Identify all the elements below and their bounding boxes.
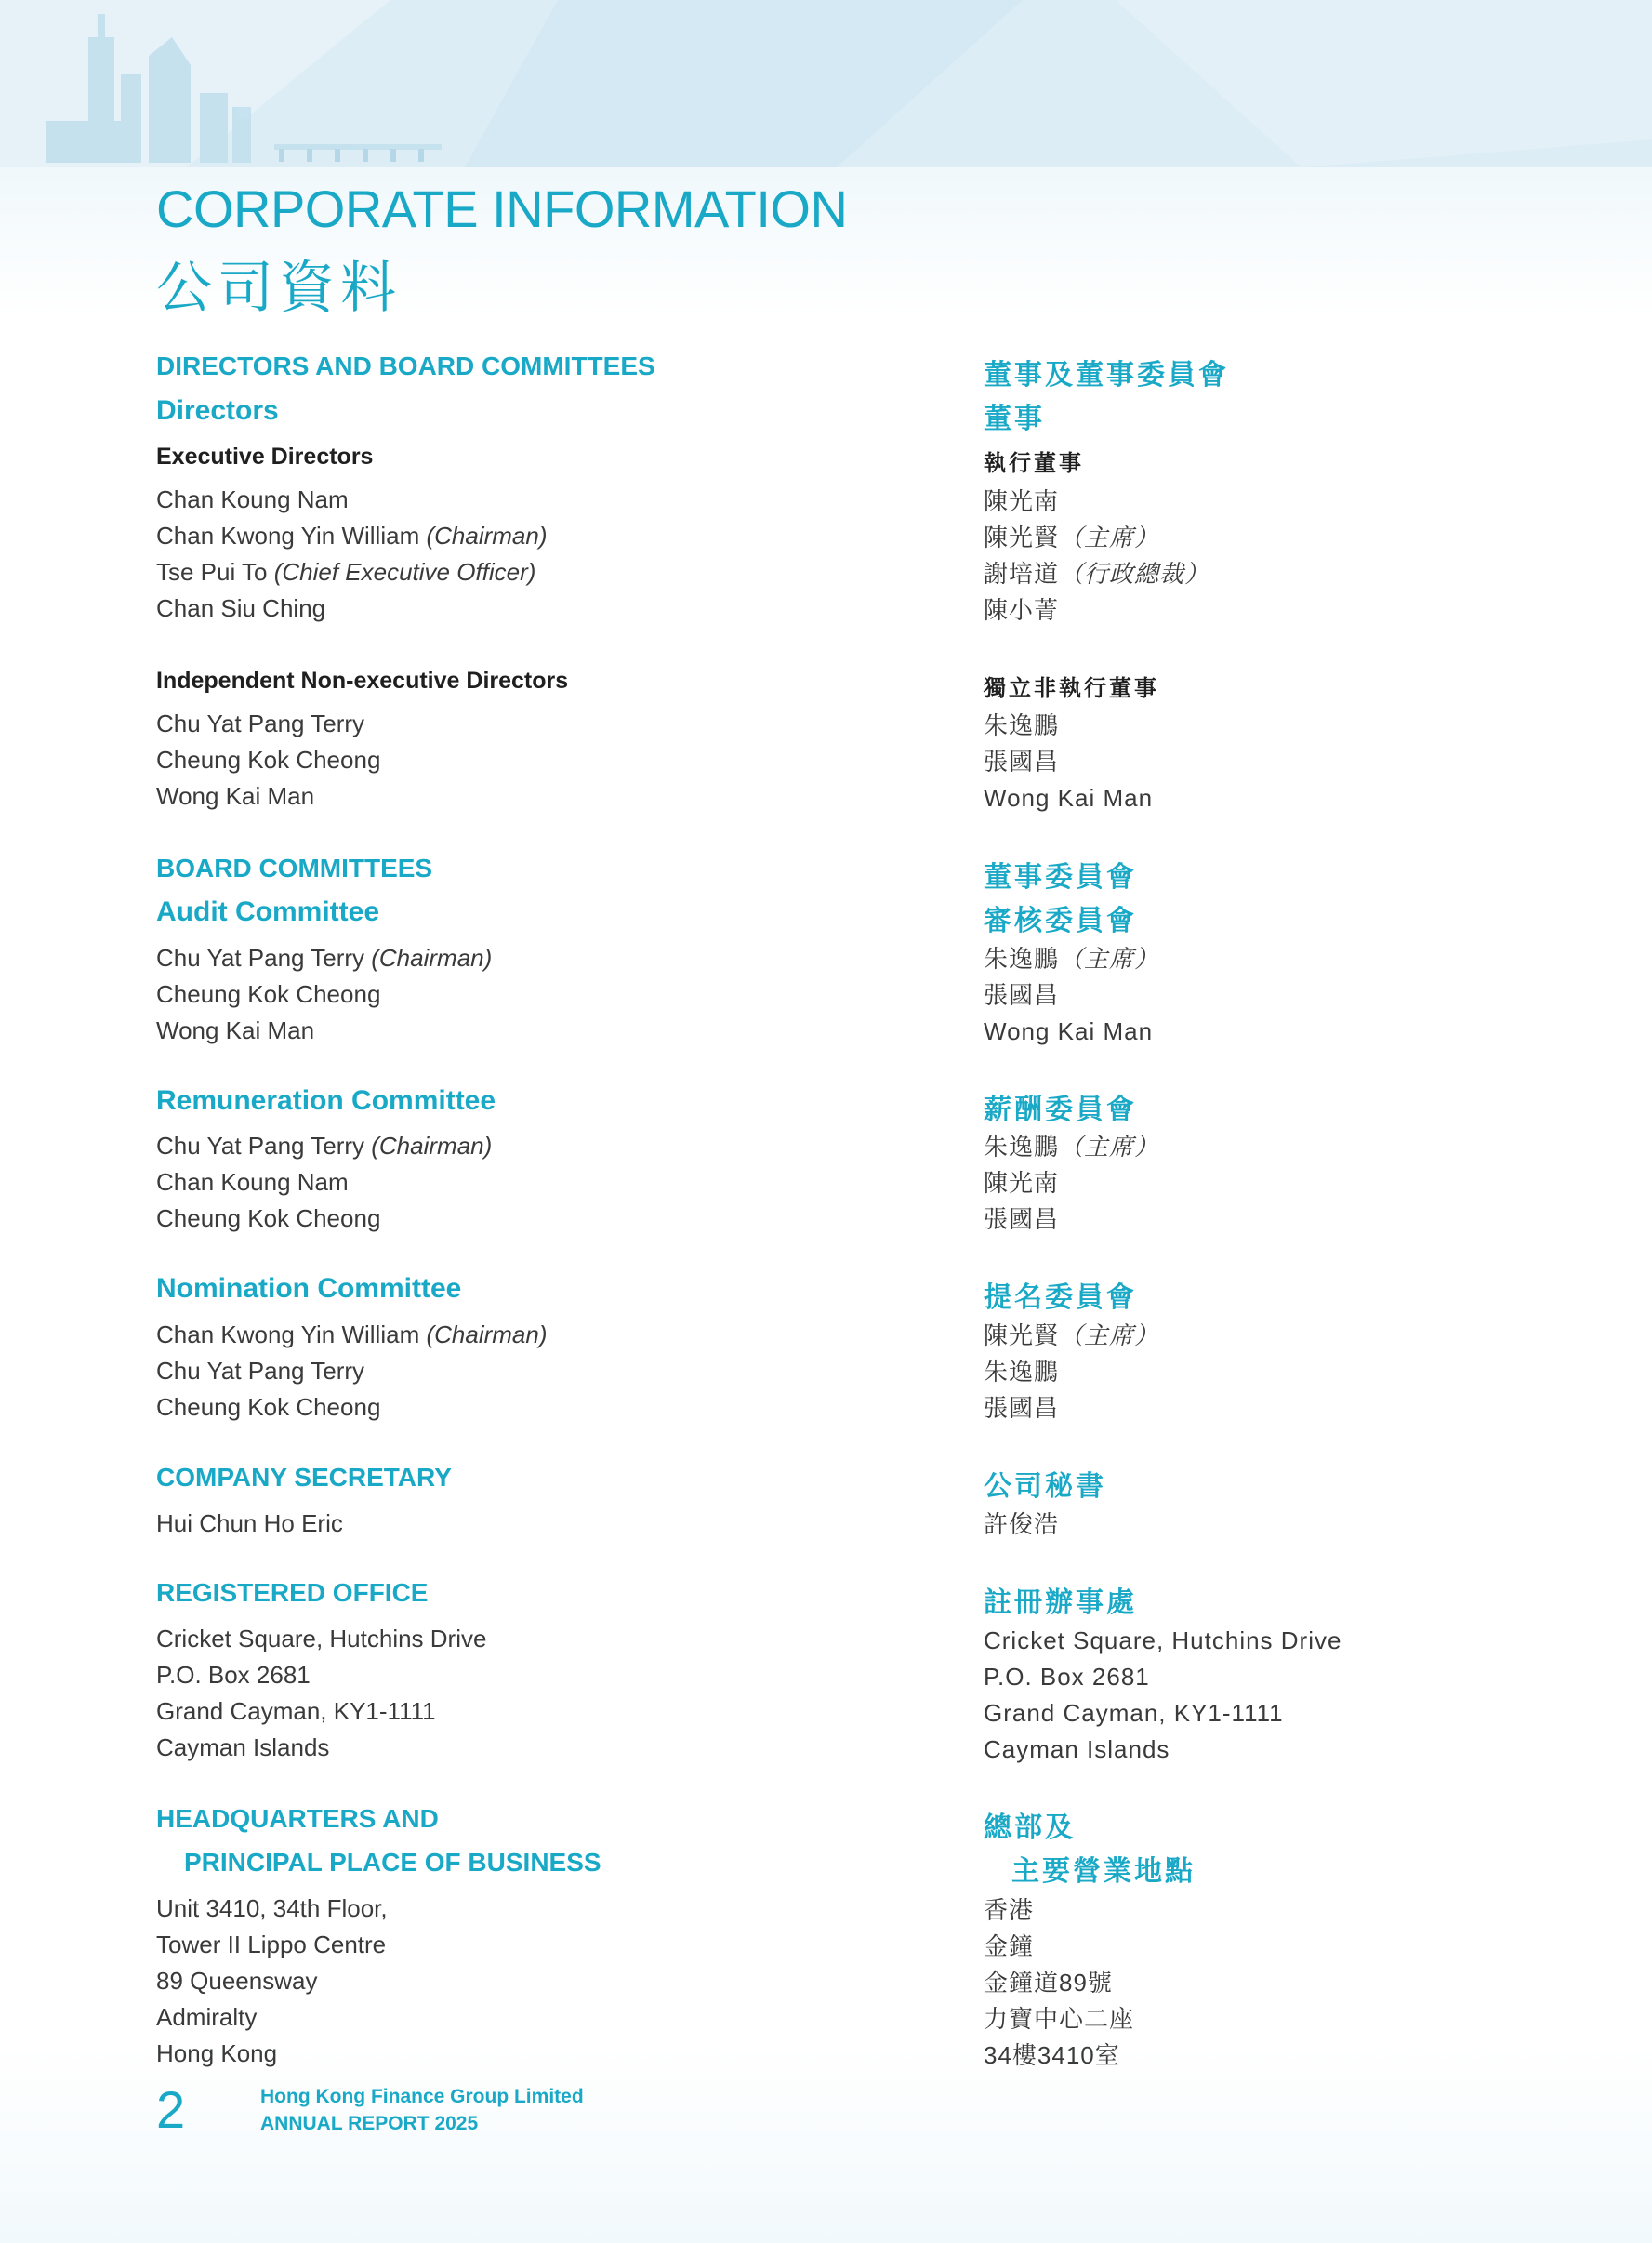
address-line: P.O. Box 2681 — [156, 1661, 311, 1689]
headquarters-address-zh — [984, 1892, 1134, 2074]
nomination-committee-list-zh — [984, 1318, 1159, 1427]
list-item: Wong Kai Man — [156, 1016, 315, 1044]
list-item: 朱逸鵬（主席） — [984, 1133, 1160, 1161]
heading-directors-and-board-committees: DIRECTORS AND BOARD COMMITTEES — [156, 352, 655, 380]
heading-ined-zh: 獨立非執行董事 — [984, 676, 1159, 701]
heading-principal-place-of-business-zh: 主要營業地點 — [1011, 1856, 1196, 1887]
list-item: 謝培道（行政總裁） — [984, 560, 1210, 588]
list-item: Chan Siu Ching — [156, 594, 326, 622]
list-item: 張國昌 — [984, 981, 1060, 1009]
address-line: Cayman Islands — [156, 1733, 330, 1761]
address-line: 金鐘 — [984, 1932, 1035, 1960]
list-item: 陳光南 — [984, 1169, 1060, 1197]
address-line: 34樓3410室 — [984, 2041, 1120, 2069]
list-item: Wong Kai Man — [984, 1017, 1154, 1045]
address-line: Cricket Square, Hutchins Drive — [156, 1625, 487, 1652]
heading-remuneration-committee-zh: 薪酬委員會 — [984, 1095, 1137, 1125]
city-skyline-graphic — [0, 0, 1652, 167]
audit-committee-list-zh — [984, 941, 1159, 1050]
list-item: 朱逸鵬 — [984, 711, 1060, 739]
headquarters-address — [156, 1891, 388, 2072]
heading-remuneration-committee: Remuneration Committee — [156, 1085, 496, 1116]
list-item: 張國昌 — [984, 748, 1060, 776]
heading-registered-office: REGISTERED OFFICE — [156, 1578, 429, 1607]
remuneration-committee-list-zh — [984, 1129, 1159, 1238]
heading-executive-directors: Executive Directors — [156, 444, 374, 470]
executive-directors-list-zh — [984, 484, 1209, 629]
list-item: Chu Yat Pang Terry (Chairman) — [156, 1132, 493, 1160]
list-item: Chan Kwong Yin William (Chairman) — [156, 522, 548, 550]
heading-registered-office-zh: 註冊辦事處 — [984, 1587, 1137, 1618]
footer-report-title: ANNUAL REPORT 2025 — [260, 2113, 479, 2134]
list-item: 張國昌 — [984, 1394, 1060, 1422]
list-item: Cheung Kok Cheong — [156, 980, 381, 1008]
address-line: 金鐘道89號 — [984, 1969, 1113, 1997]
address-line: Cayman Islands — [984, 1735, 1170, 1763]
heading-board-committees-zh: 董事委員會 — [984, 862, 1137, 893]
company-secretary-list — [156, 1506, 343, 1542]
address-line: 香港 — [984, 1896, 1035, 1924]
registered-office-address — [156, 1621, 486, 1766]
header-banner — [0, 0, 1652, 167]
page-number: 2 — [156, 2080, 186, 2139]
address-line: Tower II Lippo Centre — [156, 1931, 387, 1958]
heading-directors-and-board-committees-zh: 董事及董事委員會 — [984, 360, 1229, 391]
company-secretary-list-zh — [984, 1506, 1059, 1543]
list-item: 陳光南 — [984, 487, 1060, 515]
address-line: P.O. Box 2681 — [984, 1663, 1150, 1691]
list-item: Chan Kwong Yin William (Chairman) — [156, 1321, 548, 1348]
heading-directors: Directors — [156, 395, 279, 426]
list-item: Cheung Kok Cheong — [156, 746, 381, 774]
executive-directors-list — [156, 482, 548, 627]
heading-nomination-committee: Nomination Committee — [156, 1273, 462, 1304]
address-line: Grand Cayman, KY1-1111 — [984, 1699, 1284, 1727]
heading-nomination-committee-zh: 提名委員會 — [984, 1282, 1137, 1313]
list-item: Chan Koung Nam — [156, 485, 349, 513]
heading-audit-committee-zh: 審核委員會 — [984, 906, 1137, 936]
heading-directors-zh: 董事 — [984, 404, 1045, 434]
list-item: Chu Yat Pang Terry (Chairman) — [156, 944, 493, 972]
heading-principal-place-of-business: PRINCIPAL PLACE OF BUSINESS — [184, 1848, 601, 1877]
ined-list — [156, 706, 380, 815]
list-item: Tse Pui To (Chief Executive Officer) — [156, 558, 536, 586]
list-item: 陳光賢（主席） — [984, 524, 1160, 551]
audit-committee-list — [156, 940, 492, 1049]
heading-company-secretary: COMPANY SECRETARY — [156, 1463, 452, 1492]
heading-company-secretary-zh: 公司秘書 — [984, 1471, 1106, 1502]
list-item: Wong Kai Man — [156, 782, 315, 810]
heading-headquarters-zh: 總部及 — [984, 1812, 1076, 1843]
list-item: Hui Chun Ho Eric — [156, 1509, 343, 1537]
heading-board-committees: BOARD COMMITTEES — [156, 854, 433, 883]
remuneration-committee-list — [156, 1128, 492, 1237]
list-item: 陳光賢（主席） — [984, 1321, 1160, 1349]
list-item: 朱逸鵬 — [984, 1358, 1060, 1386]
heading-headquarters: HEADQUARTERS AND — [156, 1804, 439, 1833]
page-title-en: CORPORATE INFORMATION — [156, 179, 848, 238]
list-item: Chan Koung Nam — [156, 1168, 349, 1196]
ined-list-zh — [984, 708, 1153, 816]
address-line: 力寶中心二座 — [984, 2005, 1135, 2033]
list-item: 朱逸鵬（主席） — [984, 945, 1160, 973]
registered-office-address-zh — [984, 1623, 1341, 1768]
address-line: Unit 3410, 34th Floor, — [156, 1894, 388, 1922]
address-line: Hong Kong — [156, 2039, 278, 2067]
list-item: Chu Yat Pang Terry — [156, 710, 365, 737]
list-item: 陳小菁 — [984, 596, 1060, 624]
list-item: 張國昌 — [984, 1205, 1060, 1233]
address-line: Grand Cayman, KY1-1111 — [156, 1697, 436, 1725]
footer-company-name: Hong Kong Finance Group Limited — [260, 2086, 584, 2107]
nomination-committee-list — [156, 1317, 548, 1426]
list-item: 許俊浩 — [984, 1510, 1060, 1538]
list-item: Wong Kai Man — [984, 784, 1154, 812]
address-line: Cricket Square, Hutchins Drive — [984, 1626, 1342, 1654]
list-item: Cheung Kok Cheong — [156, 1393, 381, 1421]
list-item: Cheung Kok Cheong — [156, 1204, 381, 1232]
page-title-zh: 公司資料 — [156, 256, 402, 321]
heading-ined: Independent Non-executive Directors — [156, 668, 569, 694]
address-line: 89 Queensway — [156, 1967, 318, 1995]
footer-publication — [260, 2083, 584, 2137]
heading-executive-directors-zh: 執行董事 — [984, 451, 1084, 476]
heading-audit-committee: Audit Committee — [156, 896, 379, 927]
address-line: Admiralty — [156, 2003, 258, 2031]
list-item: Chu Yat Pang Terry — [156, 1357, 365, 1385]
